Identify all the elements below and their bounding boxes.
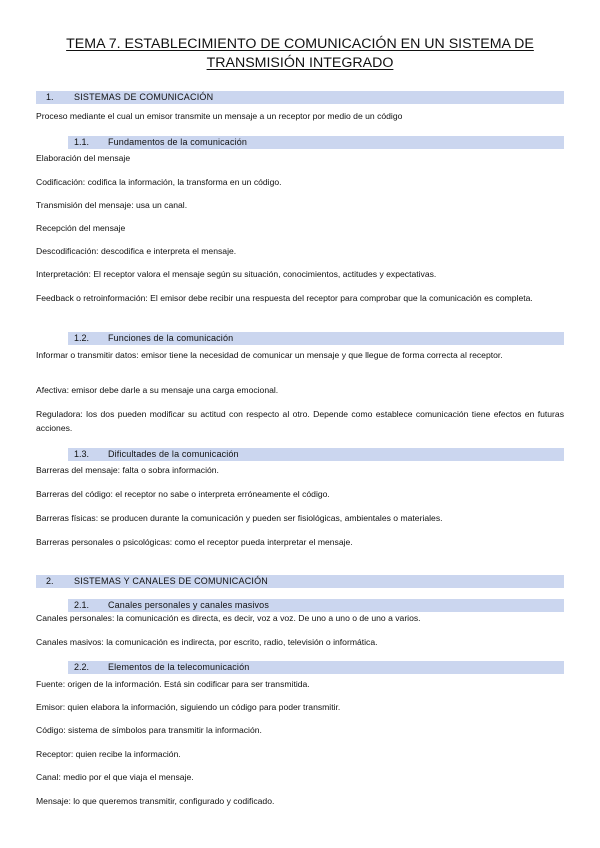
section-title: SISTEMAS DE COMUNICACIÓN — [74, 92, 214, 102]
subsection-title: Funciones de la comunicación — [108, 333, 234, 343]
subsection-title: Elementos de la telecomunicación — [108, 662, 250, 672]
paragraph: Canales personales: la comunicación es directa, es decir, voz a voz. De uno a uno o de uno a varios. — [36, 613, 421, 623]
subsection-title: Canales personales y canales masivos — [108, 600, 269, 610]
subsection-number: 1.2. — [74, 333, 90, 343]
paragraph: Informar o transmitir datos: emisor tiene la necesidad de comunicar un mensaje y que llegue de forma correcta al receptor. — [36, 350, 503, 360]
subsection-1-1-heading — [68, 136, 564, 149]
paragraph: Codificación: codifica la información, la transforma en un código. — [36, 177, 282, 187]
paragraph: Barreras del código: el receptor no sabe o interpreta erróneamente el código. — [36, 489, 330, 499]
subsection-title: Dificultades de la comunicación — [108, 449, 239, 459]
section-1-intro: Proceso mediante el cual un emisor transmite un mensaje a un receptor por medio de un código — [36, 111, 403, 121]
paragraph: Emisor: quien elabora la información, siguiendo un código para poder transmitir. — [36, 702, 341, 712]
paragraph: Receptor: quien recibe la información. — [36, 749, 181, 759]
paragraph: Feedback o retroinformación: El emisor debe recibir una respuesta del receptor para comprobar que la comunicación es completa. — [36, 293, 533, 303]
paragraph: Canales masivos: la comunicación es indirecta, por escrito, radio, televisión o informática. — [36, 637, 378, 647]
paragraph: Barreras del mensaje: falta o sobra información. — [36, 465, 219, 475]
subsection-2-2-heading — [68, 661, 564, 674]
subsection-1-3-heading — [68, 448, 564, 461]
subsection-number: 2.2. — [74, 662, 90, 672]
section-number: 1. — [46, 92, 54, 102]
paragraph: Recepción del mensaje — [36, 223, 126, 233]
paragraph: Mensaje: lo que queremos transmitir, configurado y codificado. — [36, 796, 275, 806]
section-title: SISTEMAS Y CANALES DE COMUNICACIÓN — [74, 576, 269, 586]
paragraph: Afectiva: emisor debe darle a su mensaje una carga emocional. — [36, 385, 279, 395]
paragraph: Código: sistema de símbolos para transmitir la información. — [36, 725, 262, 735]
paragraph: Fuente: origen de la información. Está sin codificar para ser transmitida. — [36, 679, 310, 689]
subsection-number: 1.1. — [74, 137, 90, 147]
subsection-number: 1.3. — [74, 449, 90, 459]
paragraph: Barreras personales o psicológicas: como el receptor pueda interpretar el mensaje. — [36, 537, 353, 547]
subsection-1-2-heading — [68, 332, 564, 345]
section-2-heading — [36, 575, 564, 588]
section-1-heading — [36, 91, 564, 104]
paragraph: Elaboración del mensaje — [36, 153, 131, 163]
document-title — [36, 35, 564, 73]
paragraph: Interpretación: El receptor valora el mensaje según su situación, conocimientos, actitudes y expectativas. — [36, 269, 437, 279]
paragraph: Transmisión del mensaje: usa un canal. — [36, 200, 188, 210]
subsection-title: Fundamentos de la comunicación — [108, 137, 248, 147]
paragraph: Descodificación: descodifica e interpreta el mensaje. — [36, 246, 237, 256]
paragraph: Canal: medio por el que viaja el mensaje. — [36, 772, 194, 782]
title-line-1: TEMA 7. ESTABLECIMIENTO DE COMUNICACIÓN EN UN SISTEMA DE — [66, 36, 534, 52]
subsection-2-1-heading — [68, 599, 564, 612]
section-number: 2. — [46, 576, 54, 586]
subsection-number: 2.1. — [74, 600, 90, 610]
title-line-2: TRANSMISIÓN INTEGRADO — [206, 55, 394, 71]
paragraph: Barreras físicas: se producen durante la comunicación y pueden ser fisiológicas, ambientales o materiales. — [36, 513, 443, 523]
paragraph: Reguladora: los dos pueden modificar su actitud con respecto al otro. Depende como establece comunicación tiene efectos en futuras acciones. — [36, 409, 564, 433]
